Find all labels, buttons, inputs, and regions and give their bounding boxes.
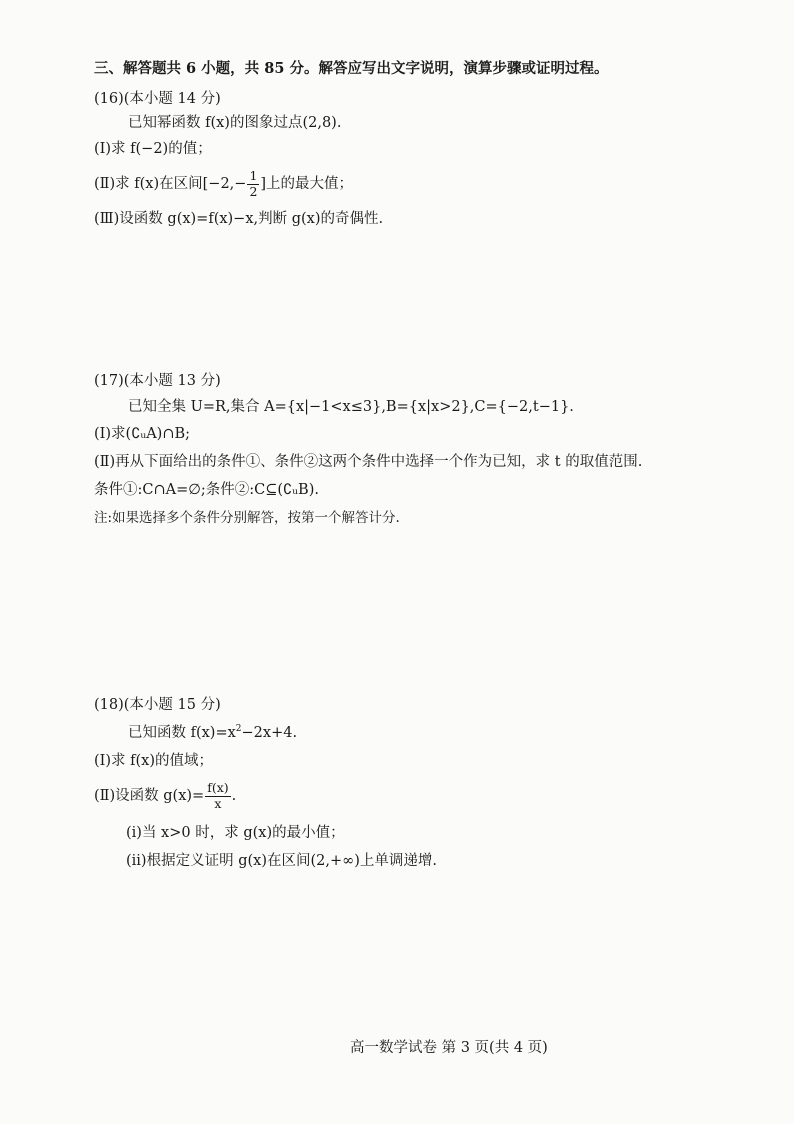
section-header: 三、解答题共 6 小题，共 85 分。解答应写出文字说明，演算步骤或证明过程。 xyxy=(94,60,609,77)
q18-part2-fraction xyxy=(205,782,230,810)
q17-note: 注:如果选择多个条件分别解答，按第一个解答计分. xyxy=(94,510,400,526)
fraction-denominator: x xyxy=(214,795,222,811)
q18-part2-prefix: (Ⅱ)设函数 g(x)= xyxy=(94,788,205,804)
q17-conditions: 条件①:C∩A=∅;条件②:C⊆(∁ᵤB). xyxy=(94,482,319,498)
fraction-numerator: 1 xyxy=(249,168,258,183)
q16-part2 xyxy=(94,170,353,198)
q16-part3: (Ⅲ)设函数 g(x)=f(x)−x,判断 g(x)的奇偶性. xyxy=(94,211,384,227)
q16-part2-fraction xyxy=(247,170,259,198)
fraction-numerator: f(x) xyxy=(207,780,229,795)
q18-stem-prefix: 已知函数 f(x)=x xyxy=(128,725,236,741)
q18-title: (18)(本小题 15 分) xyxy=(94,697,221,713)
q16-part1: (Ⅰ)求 f(−2)的值； xyxy=(94,141,212,157)
q18-sub1: (ⅰ)当 x>0 时，求 g(x)的最小值； xyxy=(126,825,345,841)
q17-part1: (Ⅰ)求(∁ᵤA)∩B; xyxy=(94,426,191,442)
q18-stem xyxy=(128,722,297,744)
q17-title: (17)(本小题 13 分) xyxy=(94,373,221,389)
q18-part2 xyxy=(94,782,236,810)
q16-stem: 已知幂函数 f(x)的图象过点(2,8). xyxy=(128,115,342,131)
q18-part2-suffix: . xyxy=(231,788,237,804)
q18-stem-exponent: 2 xyxy=(235,724,242,735)
q17-stem: 已知全集 U=R,集合 A={x|−1<x≤3},B={x|x>2},C={−2,t−1}. xyxy=(128,399,574,415)
q16-part2-prefix: (Ⅱ)求 f(x)在区间[−2,− xyxy=(94,176,247,192)
q18-sub2: (ⅱ)根据定义证明 g(x)在区间(2,+∞)上单调递增. xyxy=(126,853,437,869)
fraction-denominator: 2 xyxy=(249,183,258,199)
q18-stem-suffix: −2x+4. xyxy=(241,725,298,741)
q16-title: (16)(本小题 14 分) xyxy=(94,91,221,107)
q18-part1: (Ⅰ)求 f(x)的值域； xyxy=(94,753,214,769)
q17-part2: (Ⅱ)再从下面给出的条件①、条件②这两个条件中选择一个作为已知，求 t 的取值范围. xyxy=(94,454,643,470)
page-footer: 高一数学试卷 第 3 页(共 4 页) xyxy=(350,1040,548,1056)
q16-part2-suffix: ]上的最大值； xyxy=(260,176,354,192)
